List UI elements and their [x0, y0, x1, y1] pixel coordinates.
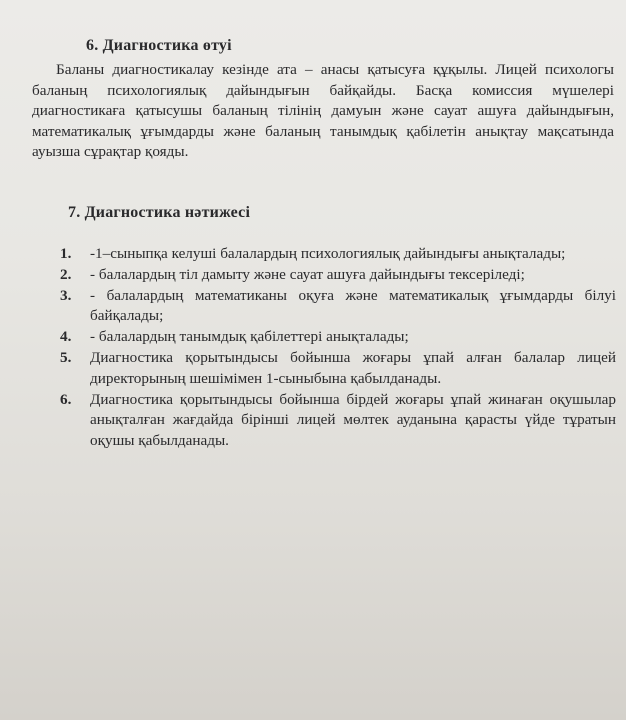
list-item: [60, 390, 616, 452]
list-item: [60, 286, 616, 328]
section-6-paragraph: Баланы диагностикалау кезінде ата – анасы қатысуға құқылы. Лицей психологы баланың психологиялық дайындығын байқайды. Басқа комиссия мүшелері диагностикаға қатысушы баланың тілінің дамуын және сауат ашуға дайындығын, математикалық ұғымдарды және баланың танымдық қабілетін анықтау мақсатында ауызша сұрақтар қояды.: [32, 61, 614, 160]
section-6-title: 6. Диагностика өтуі: [86, 37, 232, 54]
list-item-number: 3.: [60, 286, 72, 304]
list-item: [60, 327, 616, 348]
list-item-number: 6.: [60, 390, 72, 408]
list-item-text: -1–сыныпқа келуші балалардың психологиялық дайындығы анықталады;: [90, 245, 566, 262]
section-7-title: 7. Диагностика нәтижесі: [68, 204, 251, 221]
list-item-number: 1.: [60, 245, 72, 262]
list-item-number: 4.: [60, 328, 72, 346]
list-item-text: Диагностика қорытындысы бойынша бірдей жоғары ұпай жинаған оқушылар анықталған жағдайда бірінші лицей мөлтек ауданына қарасты үйде тұратын оқушы қабылданады.: [90, 390, 616, 450]
list-item-text: - балалардың тіл дамыту және сауат ашуға дайындығы тексеріледі;: [90, 265, 525, 283]
list-item-number: 5.: [60, 348, 72, 366]
list-item-text: Диагностика қорытындысы бойынша жоғары ұпай алған балалар лицей директорының шешімімен 1-сыныбына қабылданады.: [90, 348, 616, 387]
list-item-text: - балалардың танымдық қабілеттері анықталады;: [90, 328, 409, 346]
list-item: [60, 348, 616, 390]
list-item-text: - балалардың математиканы оқуға және математикалық ұғымдарды білуі байқалады;: [90, 286, 616, 325]
list-item: [60, 265, 616, 286]
results-list: [60, 244, 616, 452]
list-item-number: 2.: [60, 265, 72, 283]
list-item: [60, 244, 616, 265]
